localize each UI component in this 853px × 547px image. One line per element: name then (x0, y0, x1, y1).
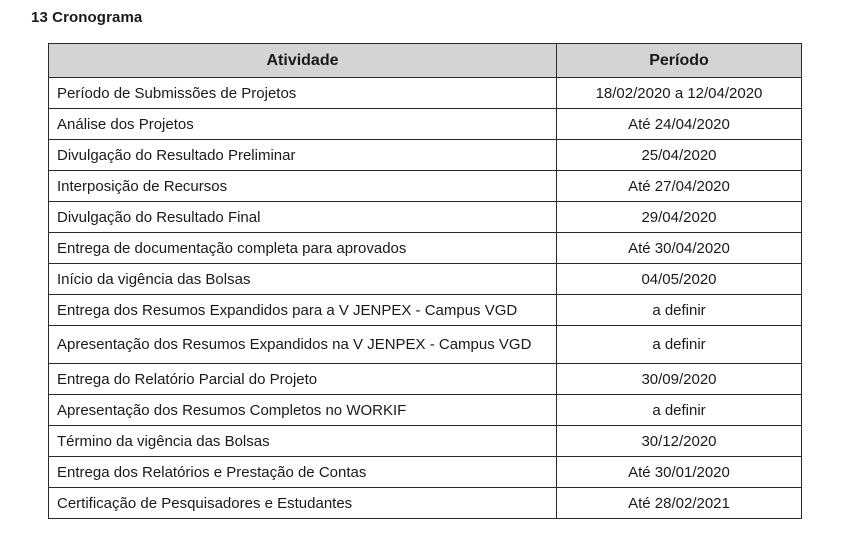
activity-cell: Entrega dos Resumos Expandidos para a V JENPEX - Campus VGD (49, 295, 557, 326)
activity-cell: Divulgação do Resultado Final (49, 202, 557, 233)
period-cell: 04/05/2020 (557, 264, 802, 295)
table-row (49, 426, 802, 457)
activity-cell: Análise dos Projetos (49, 109, 557, 140)
period-cell: Até 24/04/2020 (557, 109, 802, 140)
activity-cell: Apresentação dos Resumos Completos no WORKIF (49, 395, 557, 426)
activity-cell: Interposição de Recursos (49, 171, 557, 202)
period-cell: 18/02/2020 a 12/04/2020 (557, 78, 802, 109)
header-period: Período (557, 44, 802, 78)
header-activity: Atividade (49, 44, 557, 78)
activity-cell: Início da vigência das Bolsas (49, 264, 557, 295)
period-cell: a definir (557, 326, 802, 364)
activity-cell: Término da vigência das Bolsas (49, 426, 557, 457)
table-row (49, 488, 802, 519)
schedule-table (48, 43, 802, 519)
table-row (49, 395, 802, 426)
activity-cell: Divulgação do Resultado Preliminar (49, 140, 557, 171)
table-row (49, 140, 802, 171)
section-title: 13 Cronograma (31, 9, 143, 26)
activity-cell: Certificação de Pesquisadores e Estudantes (49, 488, 557, 519)
table-row (49, 202, 802, 233)
table-header-row (49, 44, 802, 78)
activity-cell: Entrega do Relatório Parcial do Projeto (49, 364, 557, 395)
period-cell: Até 27/04/2020 (557, 171, 802, 202)
period-cell: 30/12/2020 (557, 426, 802, 457)
period-cell: 30/09/2020 (557, 364, 802, 395)
period-cell: a definir (557, 295, 802, 326)
table-row (49, 171, 802, 202)
period-cell: 29/04/2020 (557, 202, 802, 233)
period-cell: Até 30/01/2020 (557, 457, 802, 488)
activity-cell: Entrega dos Relatórios e Prestação de Contas (49, 457, 557, 488)
period-cell: Até 28/02/2021 (557, 488, 802, 519)
table-row (49, 109, 802, 140)
table-row (49, 364, 802, 395)
period-cell: a definir (557, 395, 802, 426)
table-row (49, 326, 802, 364)
activity-cell: Apresentação dos Resumos Expandidos na V JENPEX - Campus VGD (49, 326, 557, 364)
period-cell: 25/04/2020 (557, 140, 802, 171)
activity-cell: Entrega de documentação completa para aprovados (49, 233, 557, 264)
table-row (49, 295, 802, 326)
table-row (49, 78, 802, 109)
table-row (49, 233, 802, 264)
activity-cell: Período de Submissões de Projetos (49, 78, 557, 109)
period-cell: Até 30/04/2020 (557, 233, 802, 264)
table-row (49, 264, 802, 295)
table-row (49, 457, 802, 488)
